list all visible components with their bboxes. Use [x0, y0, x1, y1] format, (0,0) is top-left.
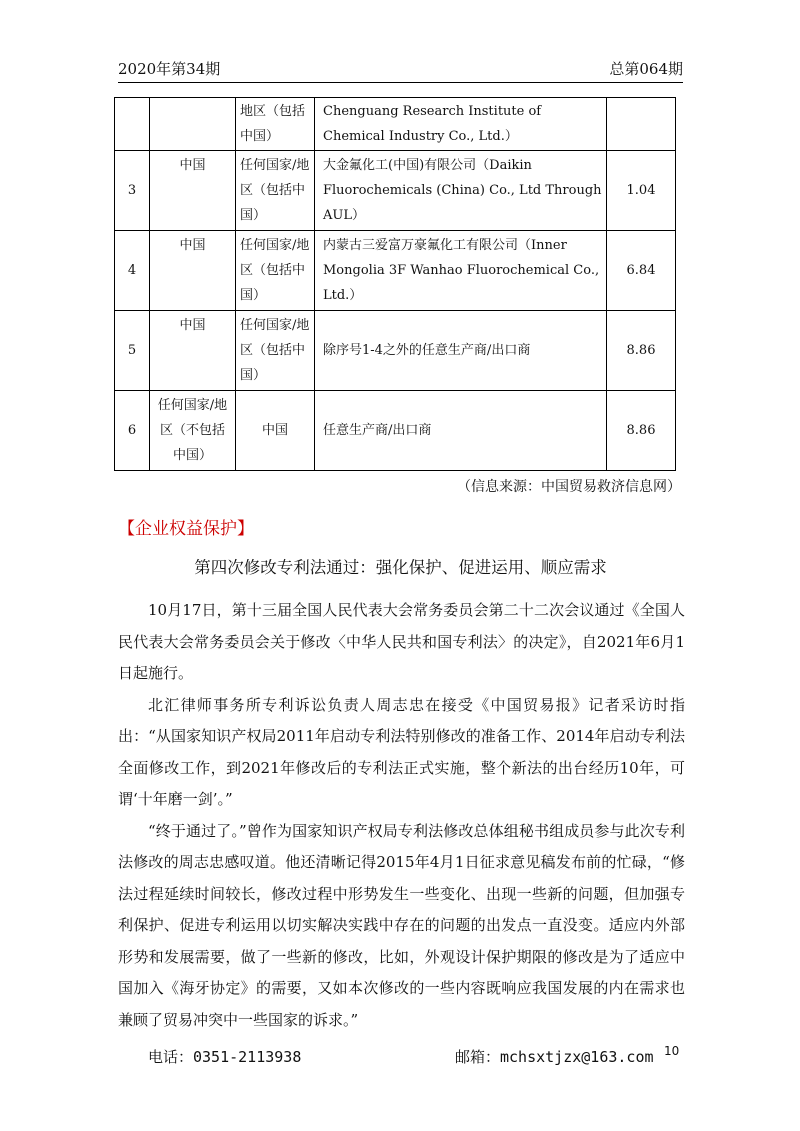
table-cell-num [115, 98, 150, 151]
table-row [115, 151, 676, 231]
table-cell-rate [607, 98, 676, 151]
total-issue-number: 总第064期 [609, 60, 683, 78]
table-cell-company: 内蒙古三爱富万豪氟化工有限公司（Inner Mongolia 3F Wanhao Fluorochemical Co., Ltd.） [315, 231, 607, 311]
table-cell-country [150, 98, 236, 151]
paragraph: “终于通过了。”曾作为国家知识产权局专利法修改总体组秘书组成员参与此次专利法修改的周志忠感叹道。他还清晰记得2015年4月1日征求意见稿发布前的忙碌，“修法过程延续时间较长，修改过程中形势发生一些变化、出现一些新的问题，但加强专利保护、促进专利运用以切实解决实践中存在的问题的出发点一直没变。适应内外部形势和发展需要，做了一些新的修改，比如，外观设计保护期限的修改是为了适应中国加入《海牙协定》的需要，又如本次修改的一些内容既响应我国发展的内在需求也兼顾了贸易冲突中一些国家的诉求。” [118, 821, 685, 1029]
table-row [115, 391, 676, 471]
table-cell-company: Chenguang Research Institute of Chemical Industry Co., Ltd.） [315, 98, 607, 151]
table-cell-rate: 1.04 [607, 151, 676, 231]
footer-phone: 电话：0351-2113938 [148, 1048, 302, 1066]
header-rule [118, 82, 683, 83]
footer-email: 邮箱：mchsxtjzx@163.com [455, 1048, 654, 1066]
info-source: （信息来源：中国贸易救济信息网） [457, 479, 681, 495]
table-row [115, 98, 676, 151]
table-cell-country: 中国 [150, 231, 236, 311]
issue-number: 2020年第34期 [118, 60, 221, 78]
table-cell-num: 4 [115, 231, 150, 311]
table-row [115, 231, 676, 311]
table-cell-country: 中国 [150, 151, 236, 231]
table-cell-region: 任何国家/地区（包括中国） [236, 231, 315, 311]
page-header [118, 58, 683, 82]
table-cell-rate: 8.86 [607, 391, 676, 471]
table-cell-region: 任何国家/地区（包括中国） [236, 311, 315, 391]
tariff-table [114, 97, 676, 471]
table-cell-company: 大金氟化工(中国)有限公司（Daikin Fluorochemicals (China) Co., Ltd Through AUL） [315, 151, 607, 231]
table-cell-company: 除序号1-4之外的任意生产商/出口商 [315, 311, 607, 391]
table-cell-rate: 6.84 [607, 231, 676, 311]
table-cell-region: 任何国家/地区（包括中国） [236, 151, 315, 231]
table-cell-rate: 8.86 [607, 311, 676, 391]
table-cell-region: 中国 [236, 391, 315, 471]
table-cell-country: 任何国家/地区（不包括中国） [150, 391, 236, 471]
table-cell-region: 地区（包括中国） [236, 98, 315, 151]
table-cell-company: 任意生产商/出口商 [315, 391, 607, 471]
table-cell-num: 5 [115, 311, 150, 391]
table-row [115, 311, 676, 391]
section-title: 【企业权益保护】 [118, 519, 254, 539]
paragraph: 10月17日，第十三届全国人民代表大会常务委员会第二十二次会议通过《全国人民代表大会常务委员会关于修改〈中华人民共和国专利法〉的决定》，自2021年6月1日起施行。 [118, 601, 685, 682]
article-body [118, 595, 685, 1036]
table-cell-num: 3 [115, 151, 150, 231]
table-cell-country: 中国 [150, 311, 236, 391]
table-cell-num: 6 [115, 391, 150, 471]
page-number: 10 [664, 1044, 680, 1058]
paragraph: 北汇律师事务所专利诉讼负责人周志忠在接受《中国贸易报》记者采访时指出：“从国家知识产权局2011年启动专利法特别修改的准备工作、2014年启动专利法全面修改工作，到2021年修改后的专利法正式实施，整个新法的出台经历10年，可谓‘十年磨一剑’。” [118, 695, 685, 808]
article-title: 第四次修改专利法通过：强化保护、促进运用、顺应需求 [194, 558, 607, 577]
